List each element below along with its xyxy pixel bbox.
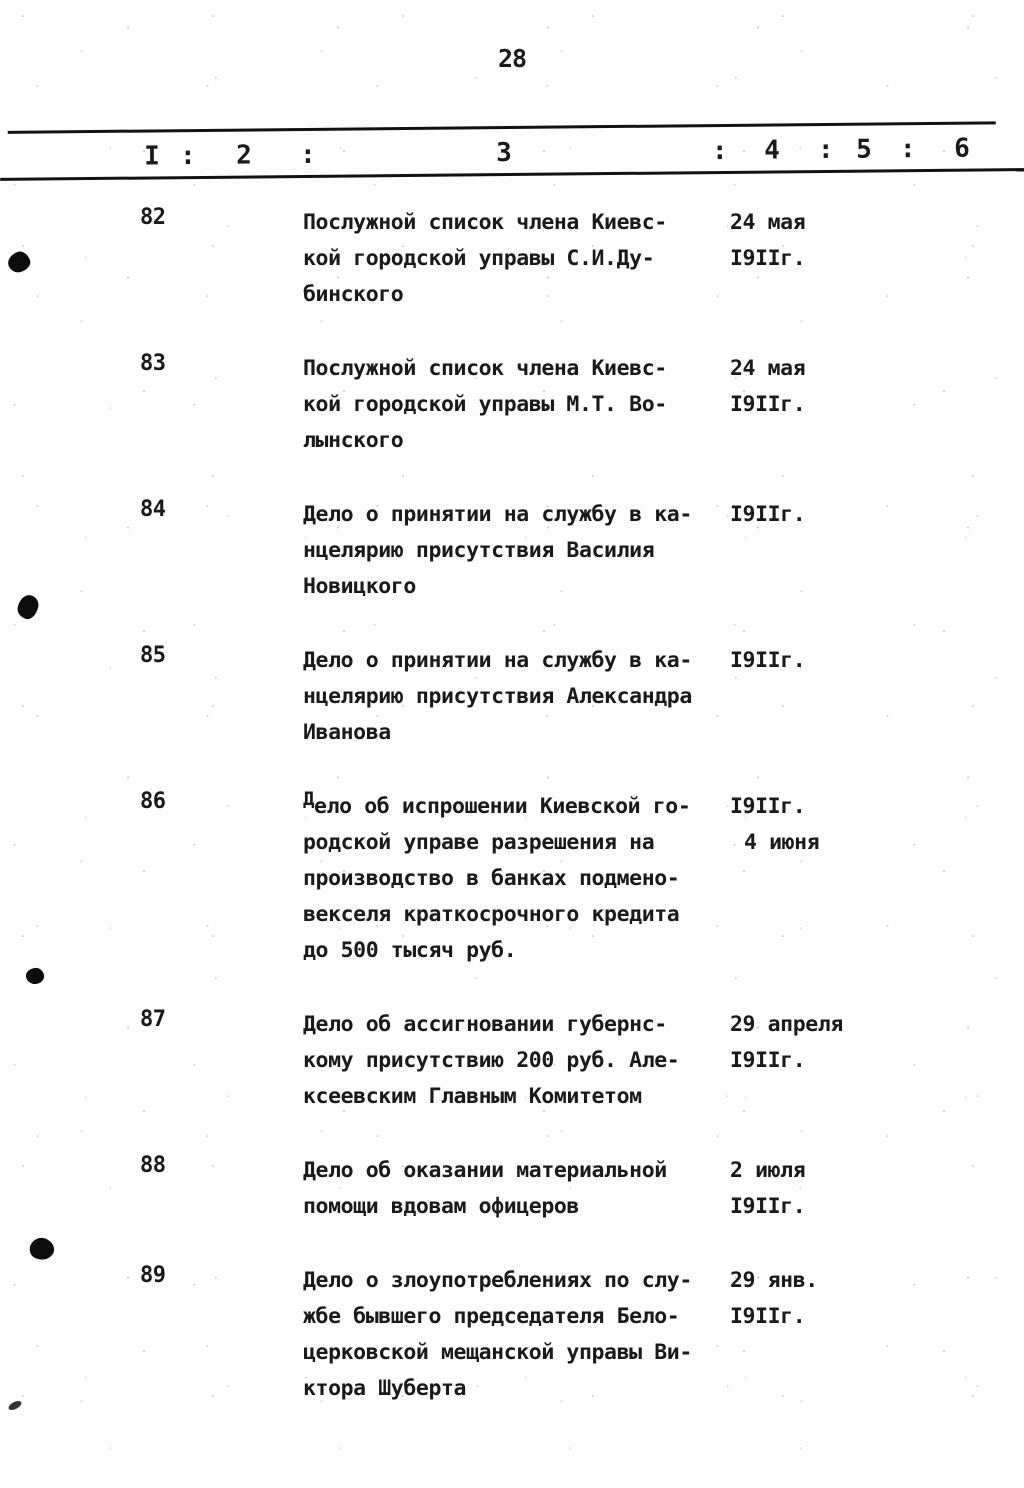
column-header-5: 5 xyxy=(855,134,872,165)
record-date xyxy=(730,497,930,533)
record-number: 85 xyxy=(140,643,166,668)
record-title-line: жбе бывшего председателя Бело- xyxy=(303,1304,680,1329)
record-title-line: кому присутствию 200 руб. Але- xyxy=(303,1048,680,1073)
record-title xyxy=(303,1153,733,1225)
inventory-record xyxy=(0,1007,1024,1127)
record-date xyxy=(730,1007,930,1079)
record-title-line: Послужной список члена Киевс- xyxy=(303,356,667,381)
column-separator: : xyxy=(817,134,834,166)
record-number: 83 xyxy=(140,351,166,376)
inventory-record xyxy=(0,1153,1024,1237)
record-date-line: I9IIг. xyxy=(730,246,806,271)
record-title-line: Дело о принятии на службу в ка- xyxy=(303,502,692,527)
record-title-line: Дело об ассигновании губернс- xyxy=(303,1012,667,1037)
record-title-line: Дело о принятии на службу в ка- xyxy=(303,648,692,673)
record-date-line: 29 апреля xyxy=(730,1012,843,1037)
record-title xyxy=(303,1007,733,1115)
column-header-4: 4 xyxy=(763,135,780,166)
record-title xyxy=(303,643,733,751)
record-number: 89 xyxy=(140,1263,166,1288)
record-date-line: 4 июня xyxy=(744,830,820,855)
record-date-line: 2 июля xyxy=(730,1158,806,1183)
record-title xyxy=(303,351,733,459)
record-date-line: I9IIг. xyxy=(730,648,806,673)
record-title-line: Иванова xyxy=(303,720,391,745)
column-header-3: 3 xyxy=(496,138,512,169)
table-header-band xyxy=(0,119,1024,191)
record-date-line: I9IIг. xyxy=(730,502,806,527)
record-title-line: нцелярию присутствия Александра xyxy=(303,684,692,709)
record-date xyxy=(730,1153,930,1225)
record-title-line: родской управе разрешения на xyxy=(303,830,655,855)
record-title-line: бинского xyxy=(303,282,404,307)
inventory-record xyxy=(0,497,1024,617)
record-title-line: Дело об испрошении Киевской го- xyxy=(303,787,691,819)
record-title xyxy=(303,497,733,605)
record-title xyxy=(303,1263,733,1407)
column-separator: : xyxy=(899,134,916,165)
record-date-line: 29 янв. xyxy=(730,1268,818,1293)
record-date xyxy=(730,205,930,277)
inventory-record xyxy=(0,789,1024,981)
record-title-line: нцелярию присутствия Василия xyxy=(303,538,655,563)
column-separator: : xyxy=(299,139,316,171)
record-date xyxy=(730,789,930,861)
record-title-line: лынского xyxy=(303,428,404,453)
record-title xyxy=(303,205,733,313)
record-date-line: 24 мая xyxy=(730,210,806,235)
record-title-line: церковской мещанской управы Ви- xyxy=(303,1340,692,1365)
inventory-record xyxy=(0,643,1024,763)
record-title-line: ксеевским Главным Комитетом xyxy=(303,1084,642,1109)
record-date xyxy=(730,643,930,679)
record-date-line: I9IIг. xyxy=(730,794,806,819)
record-title-line: помощи вдовам офицеров xyxy=(303,1194,579,1219)
column-separator: : xyxy=(179,141,196,172)
record-number: 88 xyxy=(140,1153,166,1178)
inventory-record-list xyxy=(0,205,1024,1445)
record-date-line: 24 мая xyxy=(730,356,806,381)
record-title-line: кой городской управы М.Т. Во- xyxy=(303,392,667,417)
record-number: 87 xyxy=(140,1007,166,1032)
record-number: 84 xyxy=(140,497,166,522)
inventory-record xyxy=(0,205,1024,325)
page-number: 28 xyxy=(497,44,527,73)
record-title-line: Новицкого xyxy=(303,574,416,599)
column-separator: : xyxy=(711,135,728,167)
record-title xyxy=(303,789,733,969)
column-header-2: 2 xyxy=(236,140,252,171)
column-header-6: 6 xyxy=(953,133,970,164)
record-title-line: ктора Шуберта xyxy=(303,1376,467,1401)
record-title-line: векселя краткосрочного кредита xyxy=(303,902,680,927)
record-number: 86 xyxy=(140,789,166,814)
record-date-line: I9IIг. xyxy=(730,1048,806,1073)
record-date xyxy=(730,351,930,423)
record-title-line: производство в банках подмено- xyxy=(303,866,680,891)
record-date-line: I9IIг. xyxy=(730,1194,806,1219)
column-header-1: I xyxy=(144,141,160,172)
record-title-line: Дело о злоупотреблениях по слу- xyxy=(303,1268,692,1293)
record-date-line: I9IIг. xyxy=(730,1304,806,1329)
record-title-line: до 500 тысяч руб. xyxy=(303,938,517,963)
record-number: 82 xyxy=(140,205,166,230)
inventory-record xyxy=(0,351,1024,471)
record-date xyxy=(730,1263,930,1335)
record-date-line: I9IIг. xyxy=(730,392,806,417)
record-title-line: Послужной список члена Киевс- xyxy=(303,210,667,235)
record-title-line: Дело об оказании материальной xyxy=(303,1158,667,1183)
record-title-line: кой городской управы С.И.Ду- xyxy=(303,246,655,271)
inventory-record xyxy=(0,1263,1024,1419)
